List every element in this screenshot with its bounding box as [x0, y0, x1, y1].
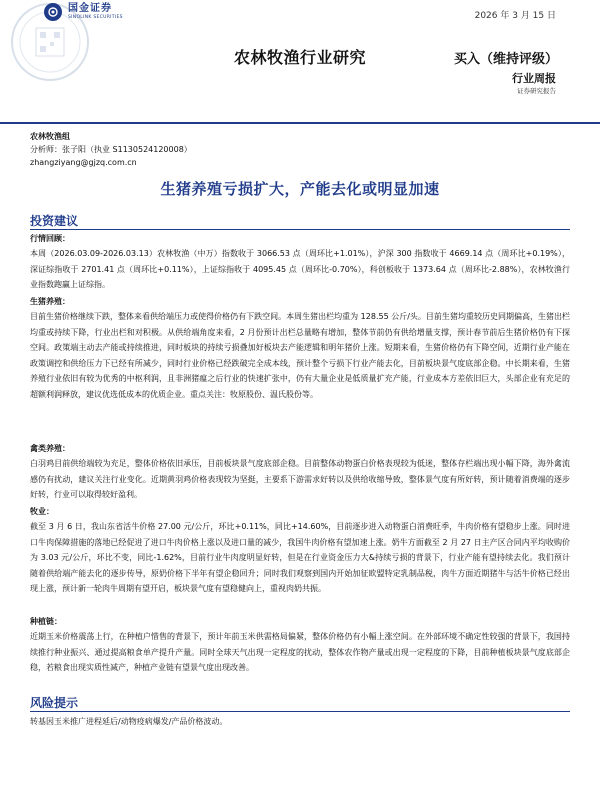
- section-title-advice: 投资建议: [30, 214, 79, 228]
- report-subtype: 证券研究报告: [517, 87, 556, 95]
- brand-logo: [44, 3, 123, 21]
- analyst-name: 分析师：张子阳（执业 S1130524120008）: [30, 145, 192, 154]
- market-review-heading: 行情回顾：: [30, 234, 70, 243]
- logo-icon: [44, 3, 62, 21]
- risk-text: 转基因玉米推广进程延后/动物疫病爆发/产品价格波动。: [30, 717, 228, 726]
- rating-label: 买入（维持评级）: [453, 52, 558, 67]
- section-divider: [30, 711, 570, 712]
- analyst-email[interactable]: zhangziyang@gjzq.com.cn: [30, 158, 137, 167]
- report-type: 行业周报: [512, 72, 556, 85]
- analyst-block: [30, 130, 192, 169]
- section-divider: [30, 229, 570, 230]
- report-date: 2026 年 3 月 15 日: [474, 11, 556, 21]
- header-divider: [0, 122, 600, 124]
- report-title: 农林牧渔行业研究: [233, 48, 366, 67]
- seed-text: 近期玉米价格震荡上行，在种植户惜售的背景下，预计年前玉米供需格局偏紧，整体价格仍有小幅上涨空间。在外部环境不确定性较强的背景下，我国持续推行种业振兴、通过提高粮食单产提升产量。同时全球天气出现一定程度的扰动，整体农作物产量或出现一定程度的下降，目前种植板块景气度底部企稳，若粮食出现实质性减产，种植产业链有望景气度出现改善。: [30, 632, 570, 672]
- report-headline: 生猪养殖亏损扩大，产能去化或明显加速: [160, 180, 440, 198]
- seed-heading: 种植链：: [30, 617, 62, 626]
- logo-cn-text: 国金证券: [68, 2, 112, 14]
- logo-en-text: SINOLINK SECURITIES: [68, 14, 123, 20]
- section-title-risk: 风险提示: [30, 696, 79, 710]
- pig-heading: 生猪养殖：: [30, 297, 70, 306]
- poultry-text: 白羽鸡目前供给端较为充足，整体价格依旧承压，目前板块景气度底部企稳。目前整体动物蛋白价格表现较为低迷，整体存栏端出现小幅下降，海外禽流感仍有扰动，建议关注行业变化。近期黄羽鸡价格表现较为坚挺，主要系下游需求好转以及供给收缩导致，整体景气度有所好转，预计随着消费端的逐步好转，行业可以取得较好盈利。: [30, 459, 570, 499]
- poultry-heading: 禽类养殖：: [30, 444, 70, 453]
- analyst-group: 农林牧渔组: [30, 132, 70, 141]
- report-header: [0, 0, 600, 122]
- market-review-text: 本周（2026.03.09-2026.03.13）农林牧渔（中万）指数收于 3066.53 点（周环比+1.01%），沪深 300 指数收于 4669.14 点（周环比+0.19%），深证综指收于 2701.41 点（周环比+0.11%），上证综指收于 4095.45 点（周环比-0.70%），科创板收于 1373.64 点（周环比-2.88%），农林牧渔行业指数跑赢上证综指。: [30, 249, 570, 289]
- cattle-heading: 牧业：: [30, 507, 54, 516]
- pig-text: 目前生猪价格继续下跌，整体来看供给端压力或使得价格仍有下跌空间。本周生猪出栏均重为 128.55 公斤/头。目前生猪均重较历史同期偏高，生猪出栏均重或持续下降，行业出栏和对积极。从供给端角度来看，2 月份预计出栏总量略有增加，整体节前仍有供给增量支撑，预计春节前后生猪价格仍有下探空间。政策端主动去产能或持续推进，同时板块的持续亏损叠加好板块去产能逻辑和明年猪价上涨。短期来看，生猪价格仍有下降空间，近期行业产能在政策调控和供给压力下已经有所减少，同时行业价格已经跌破完全成本线，预计整个亏损下行业产能去化，目前板块景气度底部企稳。中长期来看，生猪养殖行业依旧有较为优秀的中枢利润，且非洲猪瘟之后行业的快速扩张中，仍有大量企业是低质量扩充产能，行业成本方差依旧巨大，头部企业有充足的超额利润释放，建议优选低成本的优质企业。重点关注：牧原股份、温氏股份等。: [30, 312, 570, 399]
- cattle-text: 截至 3 月 6 日，我山东省活牛价格 27.00 元/公斤，环比+0.11%，同比+14.60%，目前逐步进入动物蛋白消费旺季，牛肉价格有望稳步上涨。同时进口牛肉保障措施的落地已经促进了进口牛肉价格上涨以及进口量的减少，我国牛肉价格有望加速上涨。奶牛方面截至 2 月 27 日主产区合同内平均收购价为 3.03 元/公斤，环比不变，同比-1.62%，目前行业牛肉度明显好转，但是在行业资金压力大&持续亏损的背景下，行业产能有望持续去化。我们预计随着供给端产能去化的逐步传导，原奶价格下半年有望企稳回升；同时我们观察到国内开始加征欧盟特定乳制品税，肉牛方面近期猪牛与活牛价格已经出现上涨，预计新一轮肉牛周期有望开启，板块景气度有望稳健向上，重视肉奶共振。: [30, 522, 570, 593]
